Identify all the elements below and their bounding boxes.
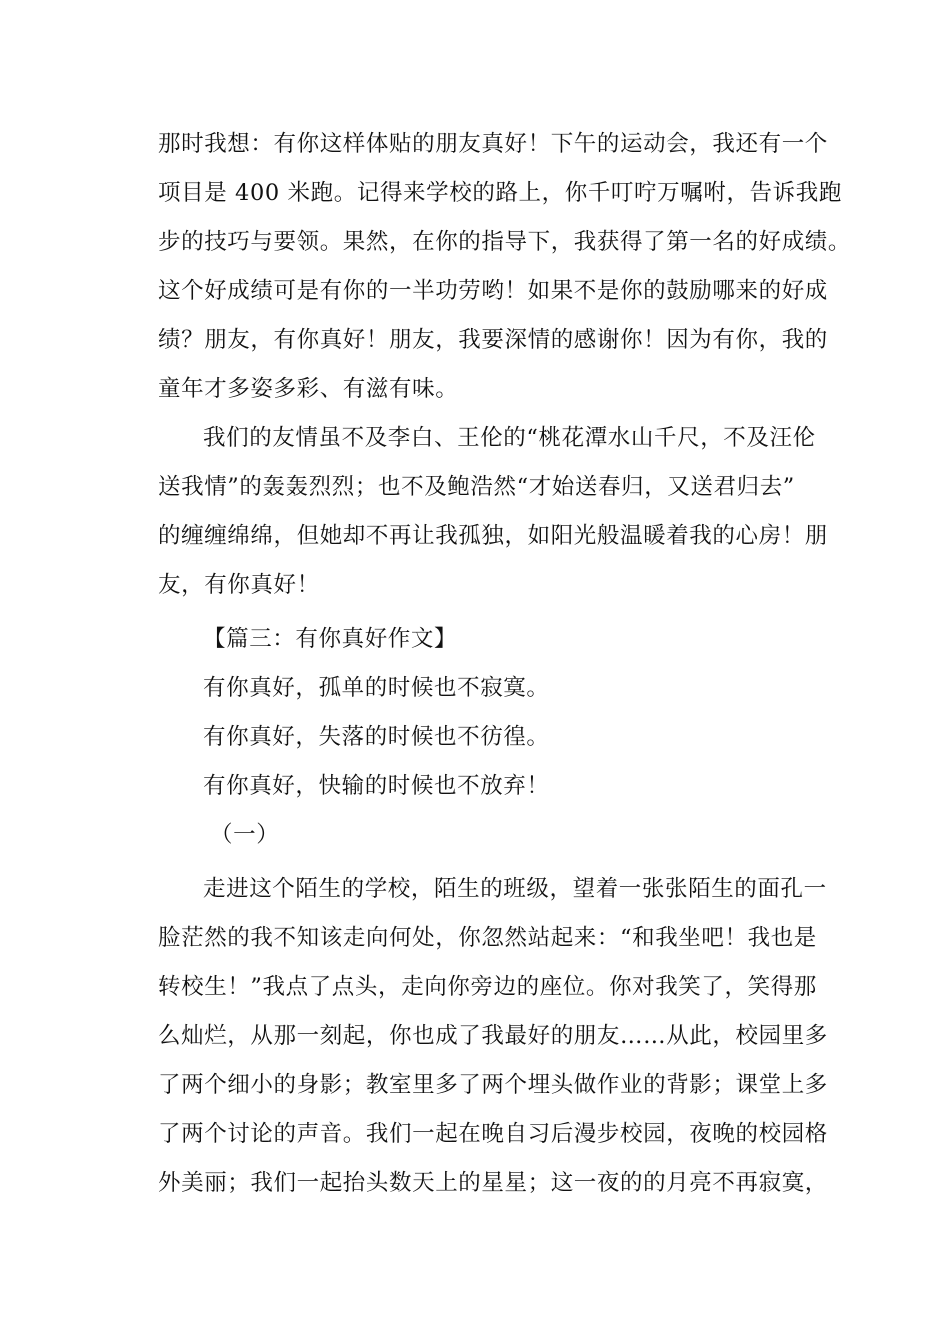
text-line: 脸茫然的我不知该走向何处，你忽然站起来：“和我坐吧！我也是: [158, 925, 817, 951]
text-line: 步的技巧与要领。果然，在你的指导下，我获得了第一名的好成绩。: [158, 229, 852, 255]
text-line: 的缠缠绵绵，但她却不再让我孤独，如阳光般温暖着我的心房！朋: [158, 523, 828, 549]
subsection-label: （一）: [210, 822, 280, 848]
text-line: 有你真好，孤单的时候也不寂寞。: [203, 675, 550, 701]
text-line: 送我情”的轰轰烈烈；也不及鲍浩然“才始送春归，又送君归去”: [158, 474, 795, 500]
paragraph-first-line: 我们的友情虽不及李白、王伦的“桃花潭水山千尺，不及汪伦: [203, 425, 816, 451]
text-line: 那时我想：有你这样体贴的朋友真好！下午的运动会，我还有一个: [158, 131, 828, 157]
text-line: 友，有你真好！: [158, 572, 320, 598]
text-line: 有你真好，快输的时候也不放弃！: [203, 773, 550, 799]
text-line: 了两个细小的身影；教室里多了两个埋头做作业的背影；课堂上多: [158, 1072, 828, 1098]
text-line: 项目是 400 米跑。记得来学校的路上，你千叮咛万嘱咐，告诉我跑: [158, 180, 842, 206]
paragraph-first-line: 走进这个陌生的学校，陌生的班级，望着一张张陌生的面孔一: [203, 876, 827, 902]
text-line: 转校生！”我点了点头，走向你旁边的座位。你对我笑了，笑得那: [158, 974, 817, 1000]
text-line: 么灿烂，从那一刻起，你也成了我最好的朋友……从此，校园里多: [158, 1023, 828, 1049]
text-line: 外美丽；我们一起抬头数天上的星星；这一夜的的月亮不再寂寞，: [158, 1170, 828, 1196]
section-heading: 【篇三：有你真好作文】: [203, 626, 458, 652]
text-line: 有你真好，失落的时候也不彷徨。: [203, 724, 550, 750]
text-line: 这个好成绩可是有你的一半功劳哟！如果不是你的鼓励哪来的好成: [158, 278, 828, 304]
text-line: 了两个讨论的声音。我们一起在晚自习后漫步校园，夜晚的校园格: [158, 1121, 828, 1147]
text-line: 绩？朋友，有你真好！朋友，我要深情的感谢你！因为有你，我的: [158, 327, 828, 353]
text-line: 童年才多姿多彩、有滋有味。: [158, 376, 459, 402]
